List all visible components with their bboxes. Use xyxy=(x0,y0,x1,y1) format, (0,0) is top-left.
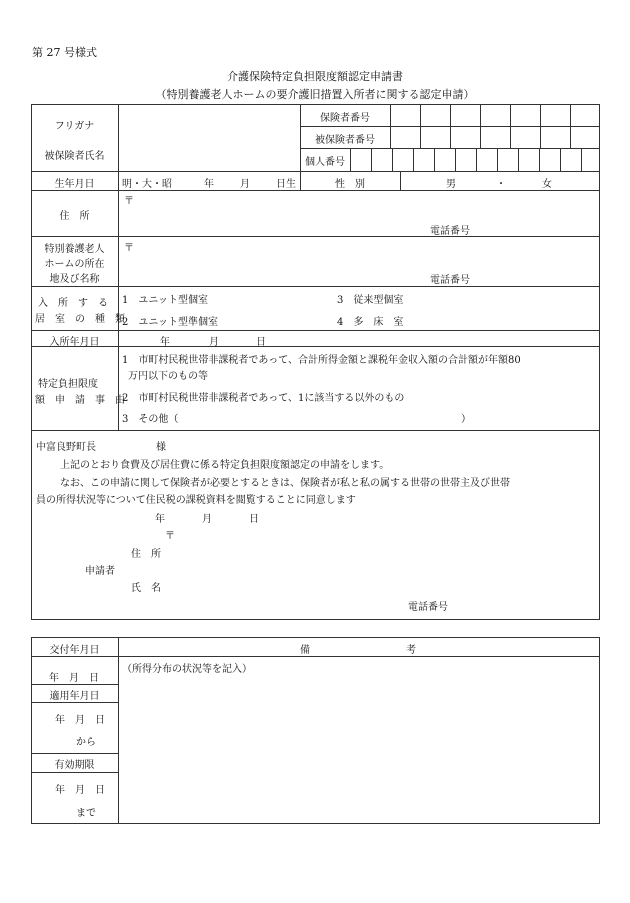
apply-day-unit: 日 xyxy=(249,514,259,525)
reason-item-2[interactable]: 2 市町村民税世帯非課税者であって、1に該当する以外のもの xyxy=(122,393,405,404)
birth-date-label: 生年月日 xyxy=(54,179,95,190)
applicant-address-field[interactable] xyxy=(180,527,580,559)
applicant-name-label: 氏 名 xyxy=(131,583,161,594)
reason-label-line2: 額 申 請 事 由 xyxy=(35,395,125,406)
room-option-4[interactable]: 4 多 床 室 xyxy=(337,317,404,328)
room-option-2[interactable]: 2 ユニット型準個室 xyxy=(122,317,218,328)
sex-label: 性 別 xyxy=(335,179,365,190)
address-phone-label: 電話番号 xyxy=(430,226,470,237)
admission-month-unit: 月 xyxy=(209,337,219,348)
personal-number-label: 個人番号 xyxy=(305,157,345,168)
applicant-postal-mark: 〒 xyxy=(165,531,175,542)
room-option-3[interactable]: 3 従来型個室 xyxy=(337,295,404,306)
insurer-number-label: 保険者番号 xyxy=(320,113,370,124)
applicant-label: 申請者 xyxy=(85,566,115,577)
facility-field[interactable] xyxy=(137,239,597,269)
valid-until-suffix: まで xyxy=(76,808,96,819)
apply-date-label: 適用年月日 xyxy=(49,691,100,702)
insurer-number-field[interactable] xyxy=(391,105,599,125)
form-number: 第 27 号様式 xyxy=(32,46,97,59)
reason-item-1-line2: 万円以下のもの等 xyxy=(128,371,208,382)
room-option-1[interactable]: 1 ユニット型個室 xyxy=(122,295,208,306)
sex-separator: ・ xyxy=(496,179,506,190)
apply-date-ymd: 年 月 日 xyxy=(55,715,105,726)
era-options[interactable]: 明・大・昭 xyxy=(122,179,172,190)
facility-label-line3: 地及び名称 xyxy=(49,274,100,285)
reason-item-3[interactable]: 3 その他（ xyxy=(122,414,179,425)
admission-day-unit: 日 xyxy=(256,337,266,348)
address-field[interactable] xyxy=(137,192,597,220)
apply-year-unit: 年 xyxy=(155,514,165,525)
valid-until-ymd: 年 月 日 xyxy=(55,785,105,796)
admission-date-label: 入所年月日 xyxy=(49,337,100,348)
insured-number-field[interactable] xyxy=(391,127,599,147)
declaration-text-2: なお、この申請に関して保険者が必要とするときは、保険者が私と私の属する世帯の世帯主及び世帯 xyxy=(60,478,510,489)
issue-date-ymd: 年 月 日 xyxy=(49,673,99,684)
reason-other-field[interactable] xyxy=(184,410,460,423)
remarks-note: （所得分布の状況等を記入） xyxy=(122,664,252,675)
birth-year-unit: 年 xyxy=(204,179,214,190)
room-type-label-line1: 入 所 す る xyxy=(38,298,108,309)
valid-until-label: 有効期限 xyxy=(54,760,95,771)
insured-number-label: 被保険者番号 xyxy=(315,135,375,146)
personal-number-field[interactable] xyxy=(351,149,599,170)
applicant-name-field[interactable] xyxy=(180,577,580,595)
remarks-label-1: 備 xyxy=(300,645,310,656)
apply-month-unit: 月 xyxy=(202,514,212,525)
address-postal-mark: 〒 xyxy=(124,196,134,207)
addressee: 中富良野町長 xyxy=(36,442,96,453)
facility-phone-label: 電話番号 xyxy=(430,275,470,286)
admission-year-unit: 年 xyxy=(160,337,170,348)
declaration-text-1: 上記のとおり食費及び居住費に係る特定負担限度額認定の申請をします。 xyxy=(60,460,390,471)
birth-day-unit: 日生 xyxy=(276,179,296,190)
reason-item-3-close: ） xyxy=(461,414,471,425)
remarks-field[interactable] xyxy=(119,675,598,821)
form-subtitle: （特別養護老人ホームの要介護旧措置入所者に関する認定申請） xyxy=(155,88,475,101)
reason-item-1-line1[interactable]: 1 市町村民税世帯非課税者であって、合計所得金額と課税年金収入額の合計額が年額80 xyxy=(122,355,521,366)
insured-name-field[interactable] xyxy=(119,105,299,170)
insured-name-label: 被保険者氏名 xyxy=(44,151,105,162)
facility-label-line2: ホームの所在 xyxy=(44,259,105,270)
applicant-address-label: 住 所 xyxy=(131,549,161,560)
apply-date-from: から xyxy=(76,737,96,748)
declaration-text-3: 員の所得状況等について住民税の課税資料を閲覧することに同意します xyxy=(36,495,356,506)
reason-label-line1: 特定負担限度 xyxy=(38,379,98,390)
address-label: 住 所 xyxy=(59,211,90,222)
birth-month-unit: 月 xyxy=(240,179,250,190)
remarks-label-2: 考 xyxy=(406,645,416,656)
sex-female-option[interactable]: 女 xyxy=(542,179,552,190)
applicant-phone-label: 電話番号 xyxy=(408,602,448,613)
addressee-honorific: 様 xyxy=(156,442,166,453)
sex-male-option[interactable]: 男 xyxy=(446,179,456,190)
furigana-label: フリガナ xyxy=(54,121,95,132)
room-type-label-line2: 居 室 の 種 類 xyxy=(35,314,125,325)
issue-date-label: 交付年月日 xyxy=(49,645,100,656)
facility-label-line1: 特別養護老人 xyxy=(44,244,105,255)
facility-postal-mark: 〒 xyxy=(124,243,134,254)
form-title: 介護保険特定負担限度額認定申請書 xyxy=(227,70,403,83)
